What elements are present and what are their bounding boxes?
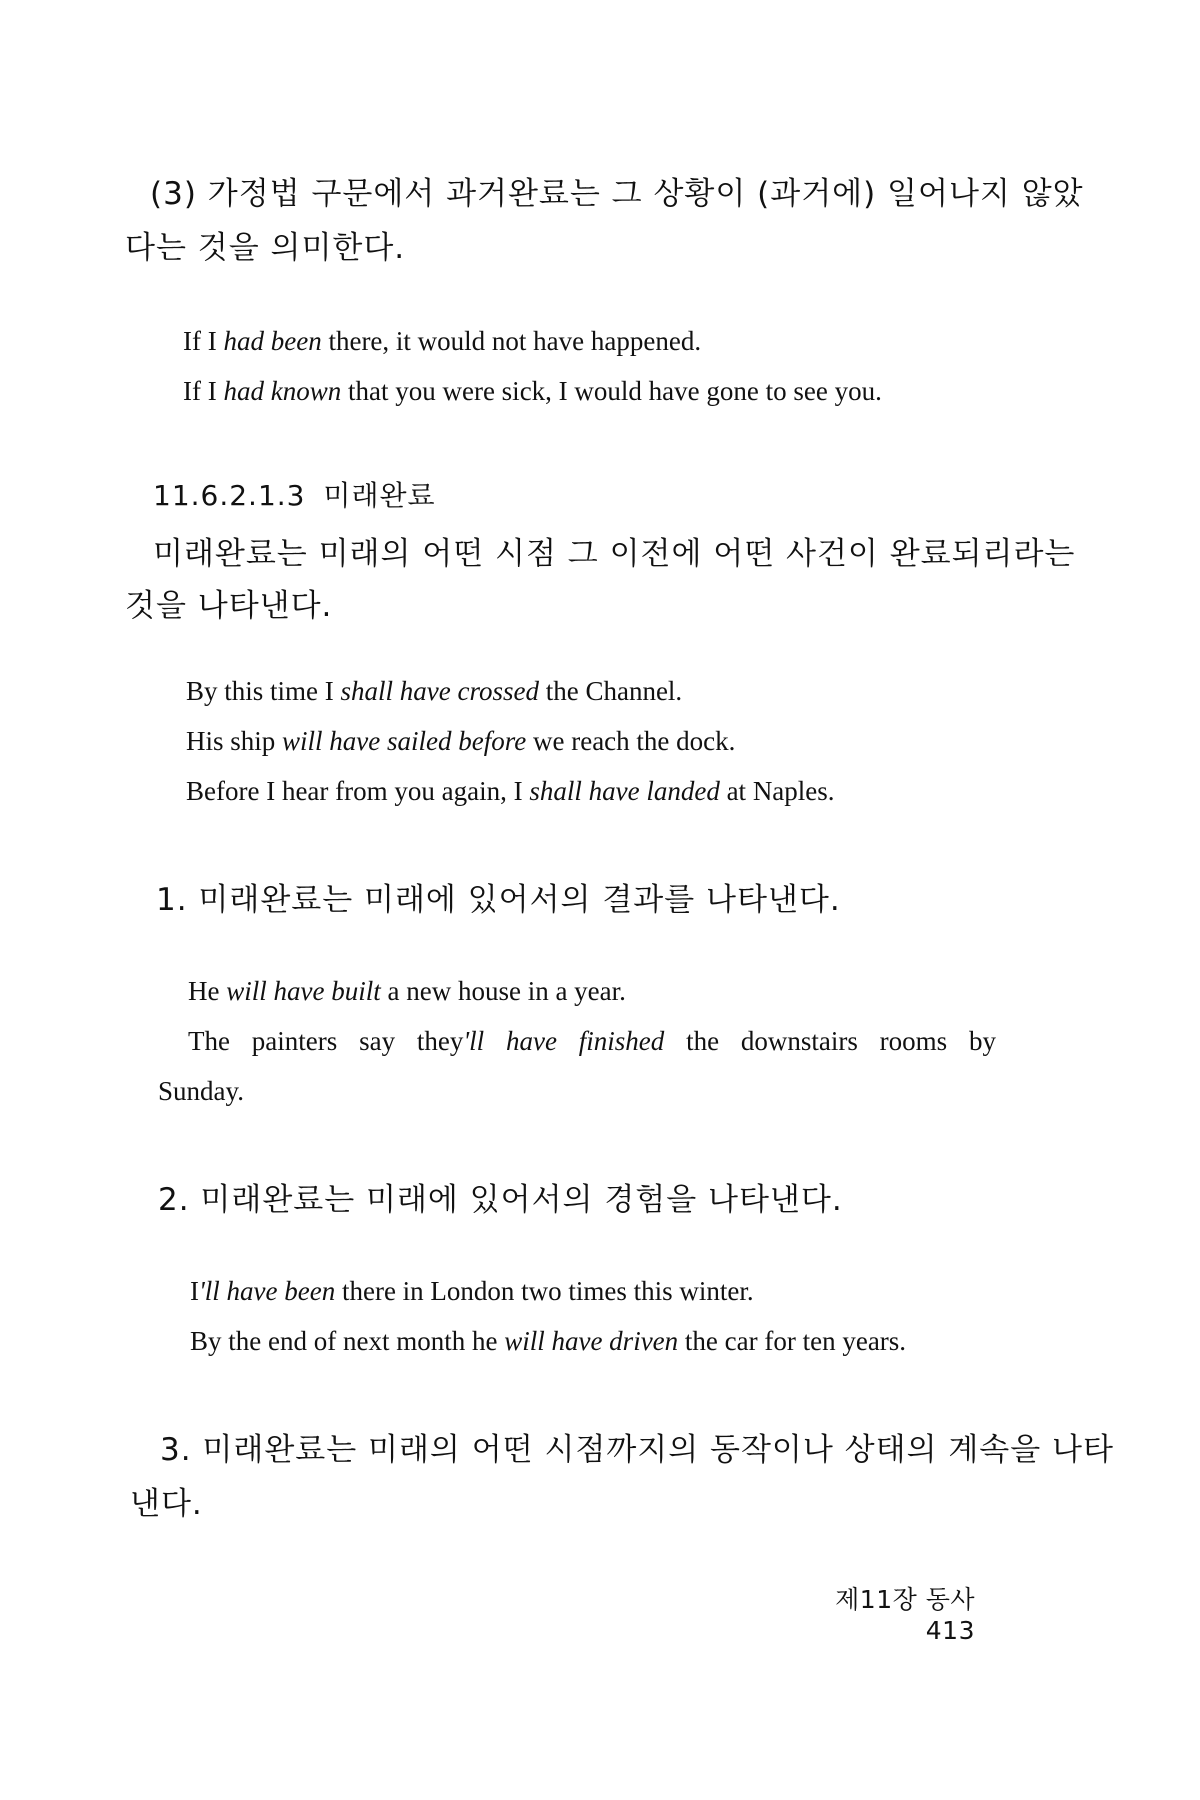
example-sentence: He will have built a new house in a year. (188, 976, 626, 1006)
example-sentence: By the end of next month he will have driven the car for ten years. (190, 1326, 907, 1356)
point-2-heading: 2. 미래완료는 미래에 있어서의 경험을 나타낸다. (158, 1182, 843, 1218)
example-sentence: I'll have been there in London two times this winter. (190, 1276, 754, 1306)
section-description-line-1: 미래완료는 미래의 어떤 시점 그 이전에 어떤 사건이 완료되리라는 (153, 536, 1076, 572)
section-number: 11.6.2.1.3 (153, 479, 306, 512)
chapter-label: 제11장 동사 (835, 1585, 975, 1614)
example-sentence-continued: Sunday. (158, 1076, 244, 1106)
example-sentence: If I had been there, it would not have happened. (183, 326, 702, 356)
subjunctive-heading-line-1: (3) 가정법 구문에서 과거완료는 그 상황이 (과거에) 일어나지 않았 (150, 176, 1084, 212)
page-footer (785, 1580, 975, 1645)
point-3-heading-line-2: 낸다. (130, 1486, 203, 1522)
example-sentence: The painters say they'll have finished the downstairs rooms by (188, 1026, 996, 1056)
section-heading (153, 474, 436, 514)
point-1-heading: 1. 미래완료는 미래에 있어서의 결과를 나타낸다. (156, 882, 841, 918)
section-description-line-2: 것을 나타낸다. (125, 588, 333, 624)
example-sentence: If I had known that you were sick, I would have gone to see you. (183, 376, 882, 406)
example-sentence: By this time I shall have crossed the Channel. (186, 676, 683, 706)
point-3-heading-line-1: 3. 미래완료는 미래의 어떤 시점까지의 동작이나 상태의 계속을 나타 (160, 1432, 1114, 1468)
page-number: 413 (925, 1616, 975, 1645)
subjunctive-heading-line-2: 다는 것을 의미한다. (125, 230, 406, 266)
section-title: 미래완료 (323, 479, 436, 512)
example-sentence: Before I hear from you again, I shall have landed at Naples. (186, 776, 835, 806)
example-sentence: His ship will have sailed before we reach the dock. (186, 726, 736, 756)
